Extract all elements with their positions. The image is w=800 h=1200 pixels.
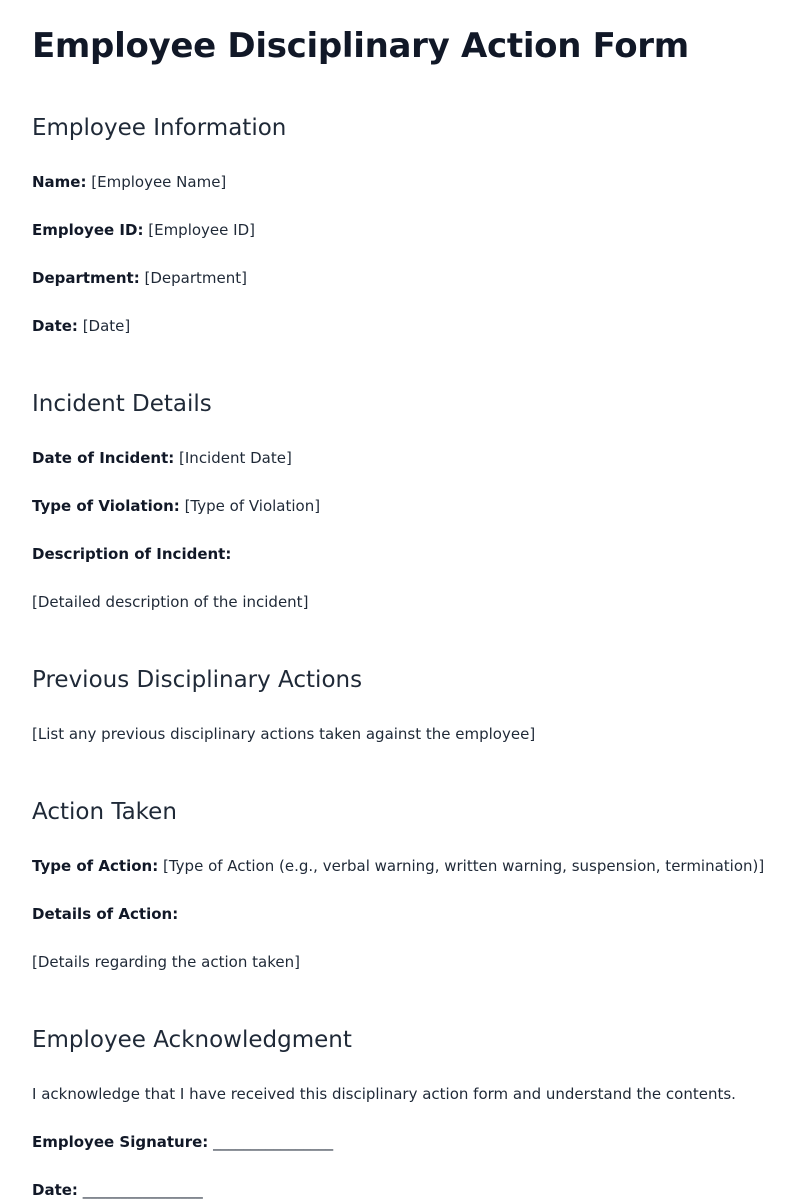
field-action-type — [32, 855, 764, 877]
field-employee-id — [32, 219, 255, 241]
field-label: Employee Signature: — [32, 1133, 209, 1151]
signature-line: ________________ — [213, 1133, 334, 1151]
field-acknowledgment-date — [32, 1179, 203, 1200]
field-label: Type of Violation: — [32, 497, 180, 515]
field-employee-signature — [32, 1131, 333, 1153]
field-incident-date — [32, 447, 292, 469]
field-action-details-value: [Details regarding the action taken] — [32, 953, 300, 971]
section-heading-action-taken: Action Taken — [32, 799, 177, 825]
field-value: [Type of Violation] — [184, 497, 321, 515]
field-department — [32, 267, 247, 289]
acknowledgment-statement: I acknowledge that I have received this disciplinary action form and understand the contents. — [32, 1085, 736, 1103]
section-heading-previous-actions: Previous Disciplinary Actions — [32, 667, 363, 693]
field-value: [Incident Date] — [179, 449, 292, 467]
page-title: Employee Disciplinary Action Form — [32, 26, 689, 66]
section-heading-incident-details: Incident Details — [32, 391, 212, 417]
field-label: Date of Incident: — [32, 449, 175, 467]
field-label: Name: — [32, 173, 87, 191]
section-heading-employee-information: Employee Information — [32, 115, 287, 141]
field-employee-name — [32, 171, 226, 193]
field-label: Employee ID: — [32, 221, 144, 239]
section-heading-acknowledgment: Employee Acknowledgment — [32, 1027, 352, 1053]
field-label: Details of Action: — [32, 905, 179, 923]
previous-actions-text: [List any previous disciplinary actions taken against the employee] — [32, 725, 536, 743]
field-action-details-label — [32, 903, 178, 925]
field-value: [Employee Name] — [91, 173, 227, 191]
field-label: Type of Action: — [32, 857, 159, 875]
field-value: [Department] — [144, 269, 247, 287]
date-line: ________________ — [82, 1181, 203, 1199]
field-value: [Employee ID] — [148, 221, 255, 239]
field-label: Date: — [32, 317, 78, 335]
field-value: [Date] — [82, 317, 131, 335]
field-label: Department: — [32, 269, 140, 287]
field-date — [32, 315, 130, 337]
field-incident-description-value: [Detailed description of the incident] — [32, 593, 309, 611]
field-violation-type — [32, 495, 320, 517]
field-incident-description-label — [32, 543, 231, 565]
field-value: [Type of Action (e.g., verbal warning, written warning, suspension, termination)] — [163, 857, 765, 875]
field-label: Description of Incident: — [32, 545, 232, 563]
field-label: Date: — [32, 1181, 78, 1199]
